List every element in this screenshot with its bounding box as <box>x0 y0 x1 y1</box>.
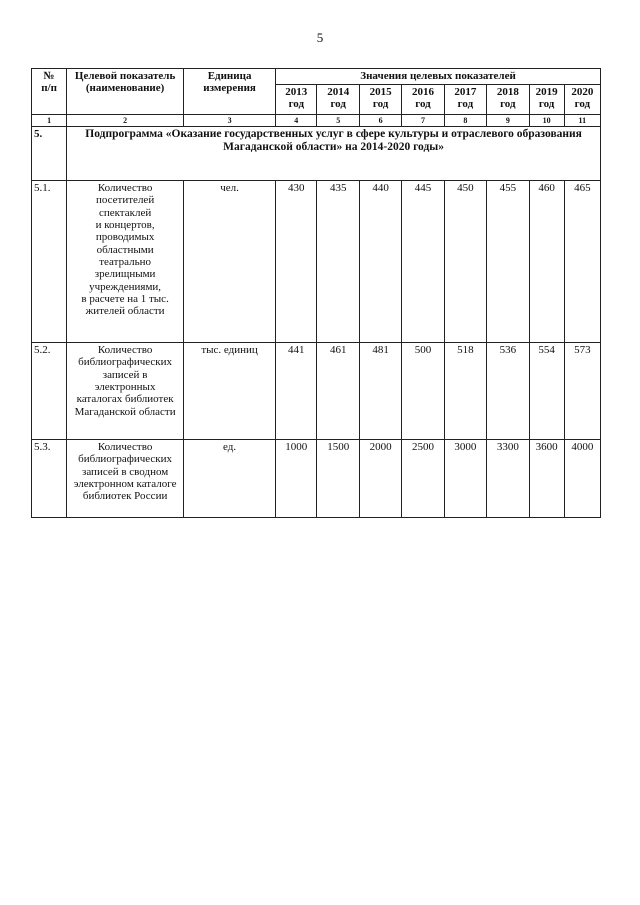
indicator-name-text: Количество библиографических записей в электронных каталогах библиотек Магаданской области <box>74 344 176 418</box>
year-header <box>359 85 401 115</box>
unit: тыс. единиц <box>184 343 276 440</box>
header-indicator-text: Целевой показатель (наименование) <box>74 70 176 95</box>
value-cell: 450 <box>444 181 486 343</box>
header-unit-text: Единица измерения <box>203 70 256 95</box>
value-cell: 441 <box>276 343 317 440</box>
row-number: 5.1. <box>32 181 67 343</box>
year-header <box>487 85 529 115</box>
column-number: 3 <box>184 115 276 127</box>
value-cell: 573 <box>564 343 600 440</box>
header-unit <box>184 69 276 115</box>
value-cell: 536 <box>487 343 529 440</box>
column-number: 9 <box>487 115 529 127</box>
column-numbers-row <box>32 115 601 127</box>
value-cell: 430 <box>276 181 317 343</box>
value-cell: 1000 <box>276 440 317 518</box>
indicator-name-text: Количество посетителей спектаклей и концертов, проводимых областными театрально зрелищными учреждениями, в расчете на 1 тыс. жителей области <box>81 182 169 318</box>
value-cell: 554 <box>529 343 564 440</box>
value-cell: 465 <box>564 181 600 343</box>
table-row <box>32 181 601 343</box>
unit: ед. <box>184 440 276 518</box>
indicator-name <box>67 343 184 440</box>
column-number: 1 <box>32 115 67 127</box>
year-header <box>317 85 359 115</box>
value-cell: 4000 <box>564 440 600 518</box>
column-number: 10 <box>529 115 564 127</box>
value-cell: 3300 <box>487 440 529 518</box>
header-values <box>276 69 601 85</box>
header-indicator <box>67 69 184 115</box>
value-cell: 518 <box>444 343 486 440</box>
indicator-name-text: Количество библиографических записей в сводном электронном каталоге библиотек России <box>73 441 177 503</box>
year-header <box>402 85 444 115</box>
section-title: Подпрограмма «Оказание государственных услуг в сфере культуры и отраслевого образования Магаданской области» на 2014-2020 годы» <box>67 127 601 181</box>
table-row <box>32 343 601 440</box>
header-row-number <box>32 69 67 115</box>
value-cell: 2000 <box>359 440 401 518</box>
column-number: 2 <box>67 115 184 127</box>
value-cell: 3000 <box>444 440 486 518</box>
value-cell: 3600 <box>529 440 564 518</box>
value-cell: 440 <box>359 181 401 343</box>
column-number: 7 <box>402 115 444 127</box>
value-cell: 2500 <box>402 440 444 518</box>
value-cell: 460 <box>529 181 564 343</box>
year-header-text: 2019 год <box>535 86 558 111</box>
column-number: 8 <box>444 115 486 127</box>
value-cell: 445 <box>402 181 444 343</box>
header-row-number-text: № п/п <box>41 70 57 95</box>
year-header <box>564 85 600 115</box>
value-cell: 455 <box>487 181 529 343</box>
table-row <box>32 440 601 518</box>
year-header-text: 2014 год <box>327 86 350 111</box>
year-header-text: 2013 год <box>285 86 308 111</box>
column-number: 4 <box>276 115 317 127</box>
section-row <box>32 127 601 181</box>
year-header <box>444 85 486 115</box>
year-header-text: 2018 год <box>496 86 519 111</box>
indicator-name <box>67 440 184 518</box>
value-cell: 1500 <box>317 440 359 518</box>
column-number: 6 <box>359 115 401 127</box>
target-indicators-table <box>31 68 601 518</box>
value-cell: 435 <box>317 181 359 343</box>
header-values-text: Значения целевых показателей <box>360 70 516 82</box>
value-cell: 500 <box>402 343 444 440</box>
unit: чел. <box>184 181 276 343</box>
year-header <box>529 85 564 115</box>
year-header <box>276 85 317 115</box>
row-number: 5.2. <box>32 343 67 440</box>
column-number: 11 <box>564 115 600 127</box>
value-cell: 481 <box>359 343 401 440</box>
row-number: 5.3. <box>32 440 67 518</box>
page-number: 5 <box>316 30 324 45</box>
column-number: 5 <box>317 115 359 127</box>
section-number: 5. <box>32 127 67 181</box>
year-header-text: 2016 год <box>412 86 434 111</box>
year-header-text: 2017 год <box>454 86 477 111</box>
value-cell: 461 <box>317 343 359 440</box>
year-header-text: 2020 год <box>571 86 594 111</box>
year-header-text: 2015 год <box>369 86 392 111</box>
indicator-name <box>67 181 184 343</box>
